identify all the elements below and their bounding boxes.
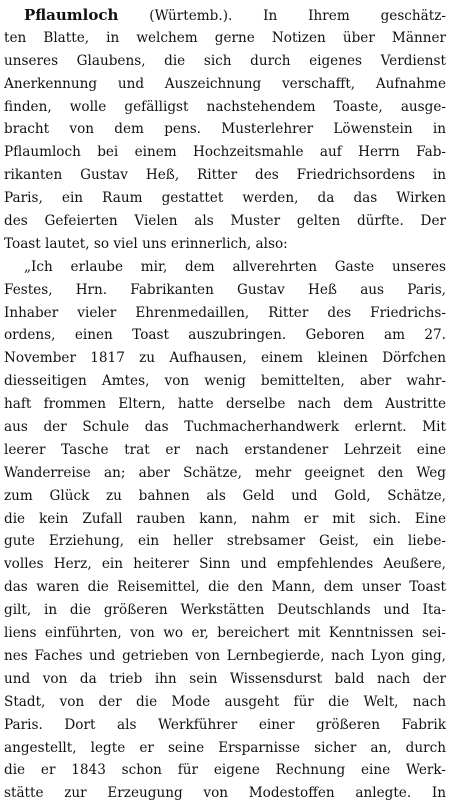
article-line-20: leerer Tasche trat er nach erstandener Lehrzeit eine: [4, 441, 446, 458]
article-line-29: nes Faches und getrieben von Lernbegierde, nach Lyon ging,: [4, 647, 446, 664]
article-line-24: gute Erziehung, ein heller strebsamer Geist, ein liebe-: [4, 533, 446, 550]
article-line-1: [4, 4, 446, 27]
article-line-34: die er 1843 schon für eigene Rechnung eine Werk-: [4, 762, 446, 779]
article-line-3: unseres Glaubens, die sich durch eigenes Verdienst: [4, 52, 446, 69]
article-line-11: Toast lautet, so viel uns erinnerlich, also:: [4, 235, 288, 252]
article-line-14: Inhaber vieler Ehrenmedaillen, Ritter des Friedrichs-: [4, 304, 446, 321]
article-line-35: stätte zur Erzeugung von Modestoffen anlegte. In: [4, 785, 446, 802]
article-line-26: das waren die Reisemittel, die den Mann, dem unser Toast: [4, 579, 446, 596]
article-line-1-text: (Würtemb.). In Ihrem geschätz-: [118, 8, 446, 24]
article-line-19: aus der Schule das Tuchmacherhandwerk erlernt. Mit: [4, 419, 446, 436]
article-line-31: Stadt, von der die Mode ausgeht für die Welt, nach: [4, 693, 446, 710]
place-name: Pflaumloch: [24, 6, 119, 24]
article-line-2: ten Blatte, in welchem gerne Notizen über Männer: [4, 29, 446, 46]
article-line-23: die kein Zufall rauben kann, nahm er mit sich. Eine: [4, 510, 446, 527]
article-line-28: liens einführten, von wo er, bereichert mit Kenntnissen sei-: [4, 625, 446, 642]
article-line-30: und von da trieb ihn sein Wissensdurst bald nach der: [4, 670, 446, 687]
article-line-7: Pflaumloch bei einem Hochzeitsmahle auf Herrn Fab-: [4, 144, 446, 161]
article-line-18: haft frommen Eltern, hatte derselbe nach dem Austritte: [4, 396, 446, 413]
article-line-33: angestellt, legte er seine Ersparnisse sicher an, durch: [4, 739, 446, 756]
article-line-17: diesseitigen Amtes, von wenig bemittelten, aber wahr-: [4, 373, 446, 390]
article-line-10: des Gefeierten Vielen als Muster gelten dürfte. Der: [4, 213, 446, 230]
article-line-6: bracht von dem pens. Musterlehrer Löwenstein in: [4, 121, 446, 138]
article-line-12: „Ich erlaube mir, dem allverehrten Gaste unseres: [24, 258, 446, 275]
article-text: [4, 4, 446, 805]
article-line-8: rikanten Gustav Heß, Ritter des Friedrichsordens in: [4, 167, 446, 184]
article-line-15: ordens, einen Toast auszubringen. Geboren am 27.: [4, 327, 446, 344]
article-line-4: Anerkennung und Auszeichnung verschafft, Aufnahme: [4, 75, 446, 92]
article-line-25: volles Herz, ein heiterer Sinn und empfehlendes Aeußere,: [4, 556, 446, 573]
article-line-5: finden, wolle gefälligst nachstehendem Toaste, ausge-: [4, 98, 446, 115]
article-line-27: gilt, in die größeren Werkstätten Deutschlands und Ita-: [4, 602, 446, 619]
article-line-9: Paris, ein Raum gestattet werden, da das Wirken: [4, 190, 446, 207]
article-line-13: Festes, Hrn. Fabrikanten Gustav Heß aus Paris,: [4, 281, 446, 298]
article-line-21: Wanderreise an; aber Schätze, mehr geeignet den Weg: [4, 464, 446, 481]
article-line-16: November 1817 zu Aufhausen, einem kleinen Dörfchen: [4, 350, 446, 367]
article-line-22: zum Glück zu bahnen als Geld und Gold, Schätze,: [4, 487, 446, 504]
article-line-32: Paris. Dort als Werkführer einer größeren Fabrik: [4, 716, 446, 733]
